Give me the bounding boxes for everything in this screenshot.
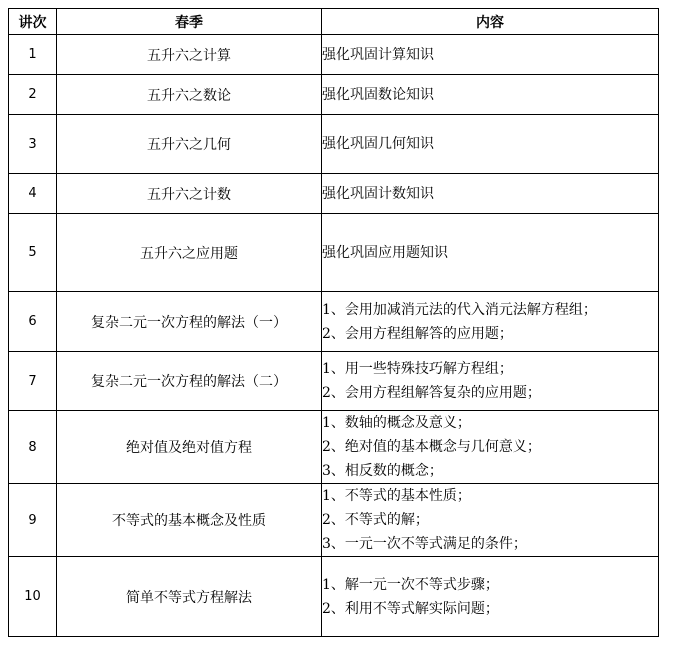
lesson-number: 8 <box>9 411 57 484</box>
content-line: 强化巩固计算知识 <box>322 46 434 63</box>
lesson-content <box>322 214 659 292</box>
lesson-topic: 五升六之计数 <box>57 174 322 214</box>
course-schedule-table <box>8 8 659 637</box>
content-line: 2、利用不等式解实际问题； <box>322 600 499 617</box>
lesson-number: 1 <box>9 35 57 75</box>
lesson-number: 10 <box>9 557 57 637</box>
content-line: 2、会用方程组解答复杂的应用题； <box>322 385 541 401</box>
table-row <box>9 484 659 557</box>
lesson-content <box>322 484 659 557</box>
lesson-content <box>322 411 659 484</box>
table-row <box>9 352 659 411</box>
content-line: 1、用一些特殊技巧解方程组； <box>322 361 513 377</box>
lesson-number: 9 <box>9 484 57 557</box>
table-row <box>9 35 659 75</box>
content-line: 强化巩固几何知识 <box>322 136 434 152</box>
lesson-topic: 五升六之计算 <box>57 35 322 75</box>
content-line: 强化巩固应用题知识 <box>322 244 448 261</box>
content-line: 1、不等式的基本性质； <box>322 488 471 504</box>
content-line: 1、数轴的概念及意义； <box>322 415 471 431</box>
lesson-number: 7 <box>9 352 57 411</box>
header-row <box>9 9 659 35</box>
table-row <box>9 214 659 292</box>
lesson-topic: 不等式的基本概念及性质 <box>57 484 322 557</box>
lesson-number: 4 <box>9 174 57 214</box>
content-line: 2、不等式的解； <box>322 512 429 528</box>
table-row <box>9 557 659 637</box>
lesson-content <box>322 75 659 115</box>
lesson-number: 6 <box>9 292 57 352</box>
table-row <box>9 115 659 174</box>
lesson-topic: 复杂二元一次方程的解法（二） <box>57 352 322 411</box>
table-body <box>9 35 659 637</box>
content-line: 2、会用方程组解答的应用题； <box>322 325 513 342</box>
lesson-topic: 五升六之应用题 <box>57 214 322 292</box>
content-line: 3、相反数的概念； <box>322 463 443 479</box>
lesson-content <box>322 174 659 214</box>
content-line: 2、绝对值的基本概念与几何意义； <box>322 439 541 455</box>
lesson-content <box>322 115 659 174</box>
header-content: 内容 <box>322 9 659 35</box>
lesson-number: 2 <box>9 75 57 115</box>
table-row <box>9 411 659 484</box>
lesson-topic: 五升六之几何 <box>57 115 322 174</box>
header-lesson-number: 讲次 <box>9 9 57 35</box>
content-line: 1、解一元一次不等式步骤； <box>322 576 499 593</box>
lesson-number: 3 <box>9 115 57 174</box>
content-line: 3、一元一次不等式满足的条件； <box>322 536 527 552</box>
table-row <box>9 75 659 115</box>
lesson-topic: 五升六之数论 <box>57 75 322 115</box>
lesson-content <box>322 292 659 352</box>
lesson-content <box>322 557 659 637</box>
table-row <box>9 174 659 214</box>
lesson-content <box>322 352 659 411</box>
table-header <box>9 9 659 35</box>
lesson-content <box>322 35 659 75</box>
lesson-number: 5 <box>9 214 57 292</box>
lesson-topic: 简单不等式方程解法 <box>57 557 322 637</box>
content-line: 强化巩固计数知识 <box>322 185 434 202</box>
header-spring-topic: 春季 <box>57 9 322 35</box>
table-row <box>9 292 659 352</box>
lesson-topic: 绝对值及绝对值方程 <box>57 411 322 484</box>
content-line: 强化巩固数论知识 <box>322 86 434 103</box>
content-line: 1、会用加减消元法的代入消元法解方程组； <box>322 301 597 318</box>
lesson-topic: 复杂二元一次方程的解法（一） <box>57 292 322 352</box>
